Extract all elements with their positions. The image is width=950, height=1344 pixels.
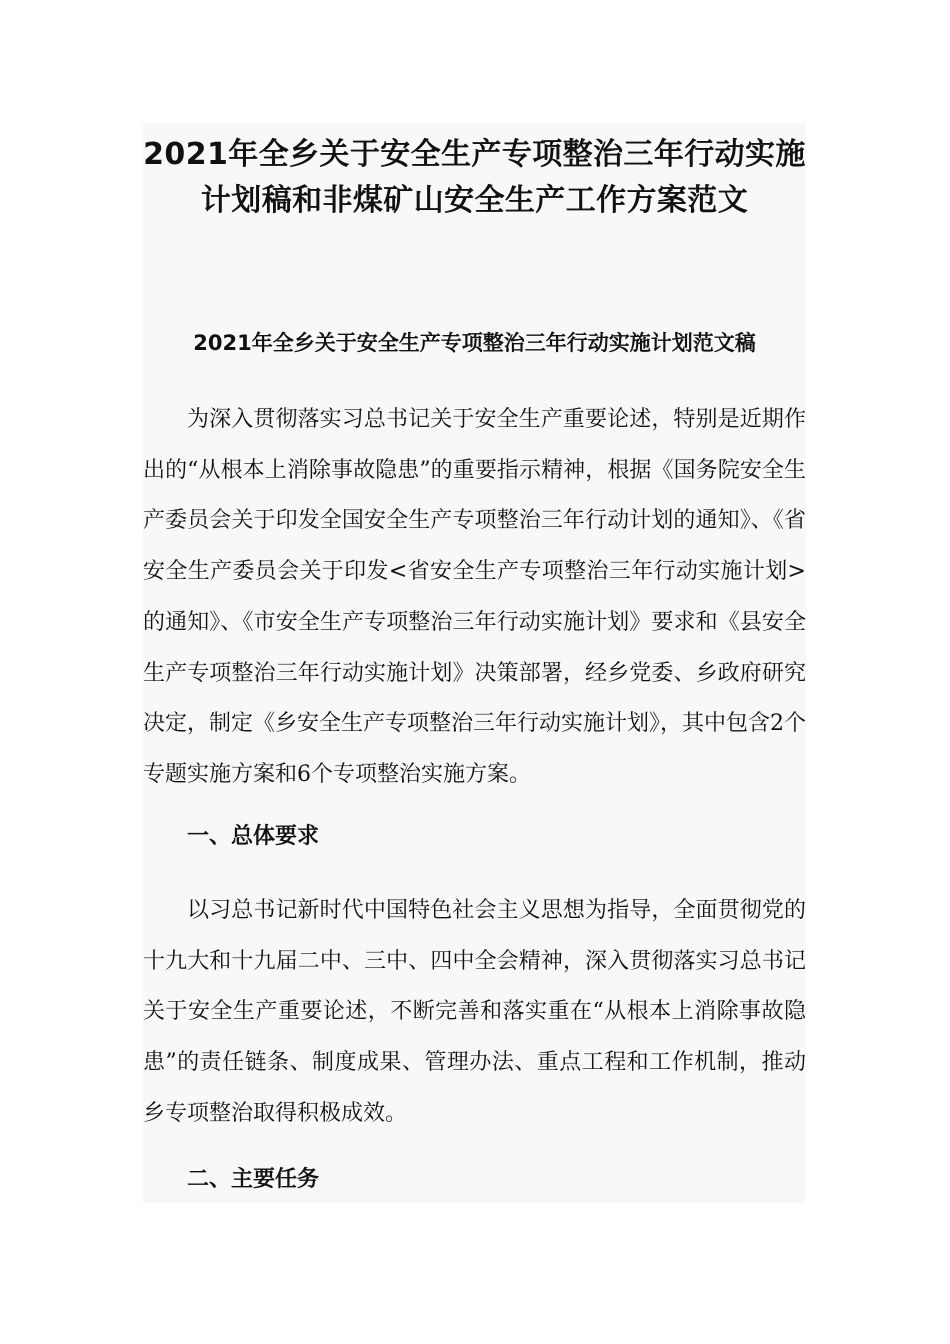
- body-paragraph-intro: 为深入贯彻落实习总书记关于安全生产重要论述，特别是近期作出的“从根本上消除事故隐患”的重要指示精神，根据《国务院安全生产委员会关于印发全国安全生产专项整治三年行动计划的通知》、《省安全生产委员会关于印发<省安全生产专项整治三年行动实施计划>的通知》、《市安全生产专项整治三年行动实施计划》要求和《县安全生产专项整治三年行动实施计划》决策部署，经乡党委、乡政府研究决定，制定《乡安全生产专项整治三年行动实施计划》，其中包含2个专题实施方案和6个专项整治实施方案。: [143, 407, 806, 787]
- document-page: [143, 123, 806, 1203]
- document-title: 2021年全乡关于安全生产专项整治三年行动实施计划稿和非煤矿山安全生产工作方案范文: [143, 137, 806, 218]
- body-paragraph-general-requirements: 以习总书记新时代中国特色社会主义思想为指导，全面贯彻党的十九大和十九届二中、三中、四中全会精神，深入贯彻落实习总书记关于安全生产重要论述，不断完善和落实重在“从根本上消除事故隐患”的责任链条、制度成果、管理办法、重点工程和工作机制，推动乡专项整治取得积极成效。: [143, 898, 806, 1126]
- section-heading-general-requirements: 一、总体要求: [187, 823, 320, 849]
- document-subtitle: 2021年全乡关于安全生产专项整治三年行动实施计划范文稿: [193, 331, 756, 355]
- section-heading-main-tasks: 二、主要任务: [187, 1166, 320, 1192]
